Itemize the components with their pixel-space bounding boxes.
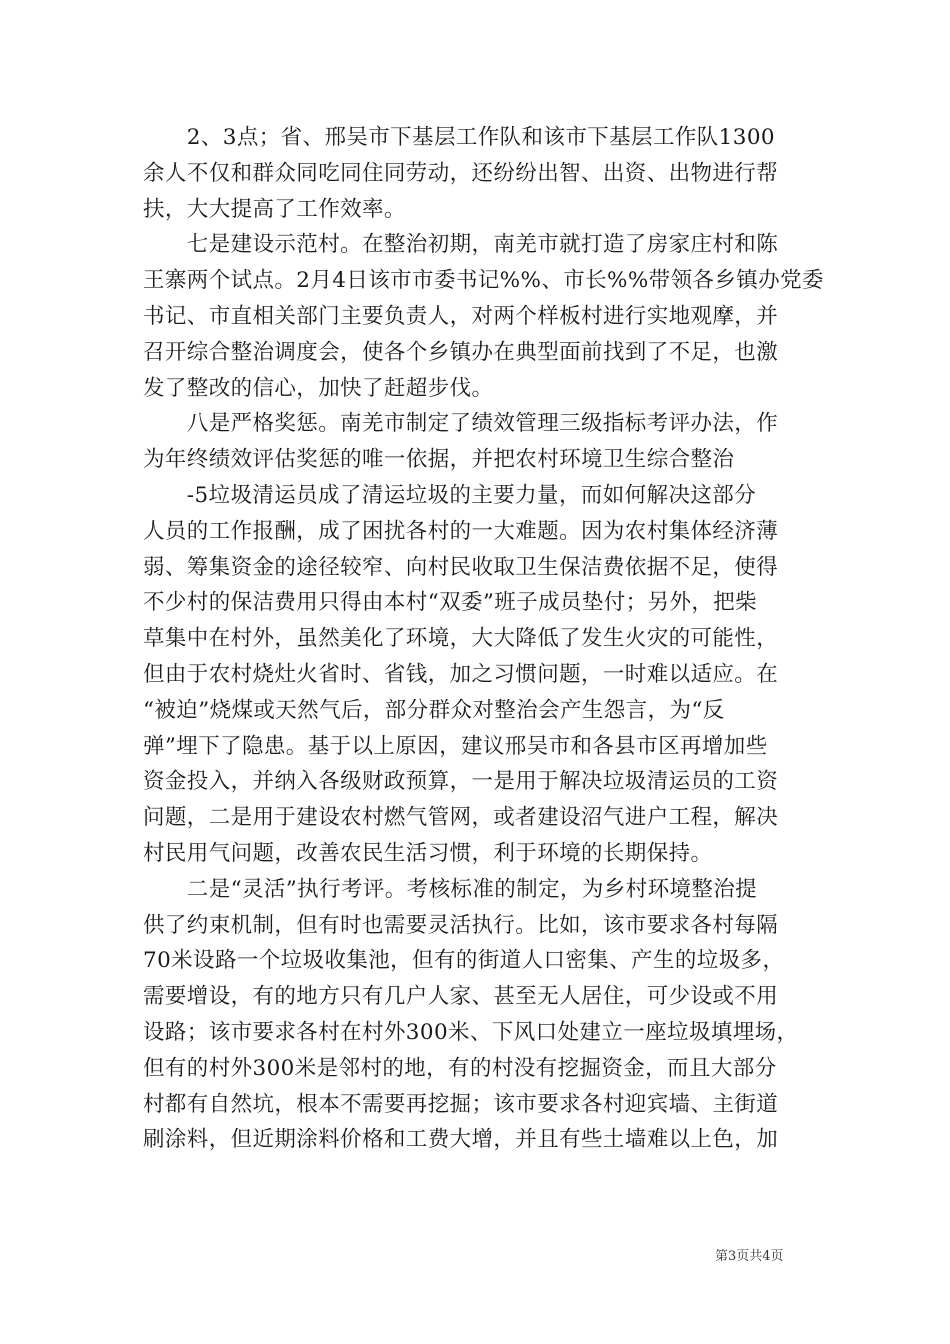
text-line: 供了约束机制，但有时也需要灵活执行。比如，该市要求各村每隔 — [143, 912, 779, 938]
text-line: 弱、筹集资金的途径较窄、向村民收取卫生保洁费依据不足，使得 — [143, 554, 779, 580]
text-line: 草集中在村外，虽然美化了环境，大大降低了发生火灾的可能性， — [143, 626, 779, 652]
text-line: 人员的工作报酬，成了困扰各村的一大难题。因为农村集体经济薄 — [143, 518, 779, 544]
text-line: 王寨两个试点。2月4日该市市委书记%%、市长%%带领各乡镇办党委 — [143, 268, 824, 294]
text-line: -5垃圾清运员成了清运垃圾的主要力量，而如何解决这部分 — [143, 483, 757, 508]
text-line: 余人不仅和群众同吃同住同劳动，还纷纷出智、出资、出物进行帮 — [143, 160, 779, 186]
text-line: 需要增设，有的地方只有几户人家、甚至无人居住，可少设或不用 — [143, 984, 779, 1010]
text-line: 不少村的保洁费用只得由本村“双委”班子成员垫付；另外，把柴 — [143, 590, 758, 616]
text-line: 但由于农村烧灶火省时、省钱，加之习惯问题，一时难以适应。在 — [143, 662, 779, 687]
text-line: 二是“灵活”执行考评。考核标准的制定，为乡村环境整治提 — [143, 876, 758, 902]
text-line: 70米设路一个垃圾收集池，但有的街道人口密集、产生的垃圾多， — [143, 948, 785, 974]
text-line: 2、3点；省、邢吴市下基层工作队和该市下基层工作队1300 — [143, 125, 775, 150]
page-number-footer: 第3页共4页 — [715, 1249, 784, 1264]
text-line: 村都有自然坑，根本不需要再挖掘；该市要求各村迎宾墙、主街道 — [143, 1091, 779, 1117]
text-line: “被迫”烧煤或天然气后，部分群众对整治会产生怨言，为“反 — [143, 697, 725, 723]
text-line: 弹”埋下了隐患。基于以上原因，建议邢吴市和各县市区再增加些 — [143, 733, 768, 759]
text-line: 村民用气问题，改善农民生活习惯，利于环境的长期保持。 — [143, 841, 713, 866]
text-line: 但有的村外300米是邻村的地，有的村没有挖掘资金，而且大部分 — [143, 1055, 777, 1081]
text-line: 扶，大大提高了工作效率。 — [143, 196, 406, 222]
text-line: 资金投入，并纳入各级财政预算，一是用于解决垃圾清运员的工资 — [143, 769, 779, 795]
text-line: 刷涂料，但近期涂料价格和工费大增，并且有些土墙难以上色，加 — [143, 1127, 779, 1153]
text-line: 为年终绩效评估奖惩的唯一依据，并把农村环境卫生综合整治 — [143, 447, 735, 473]
text-line: 八是严格奖惩。南羌市制定了绩效管理三级指标考评办法，作 — [143, 411, 779, 437]
text-line: 问题，二是用于建设农村燃气管网，或者建设沼气进户工程，解决 — [143, 805, 779, 831]
text-line: 书记、市直相关部门主要负责人，对两个样板村进行实地观摩，并 — [143, 304, 779, 329]
text-line: 七是建设示范村。在整治初期，南羌市就打造了房家庄村和陈 — [143, 232, 779, 258]
text-line: 召开综合整治调度会，使各个乡镇办在典型面前找到了不足，也激 — [143, 339, 779, 365]
text-line: 设路；该市要求各村在村外300米、下风口处建立一座垃圾填埋场， — [143, 1020, 799, 1045]
text-line: 发了整改的信心，加快了赶超步伐。 — [143, 375, 494, 401]
